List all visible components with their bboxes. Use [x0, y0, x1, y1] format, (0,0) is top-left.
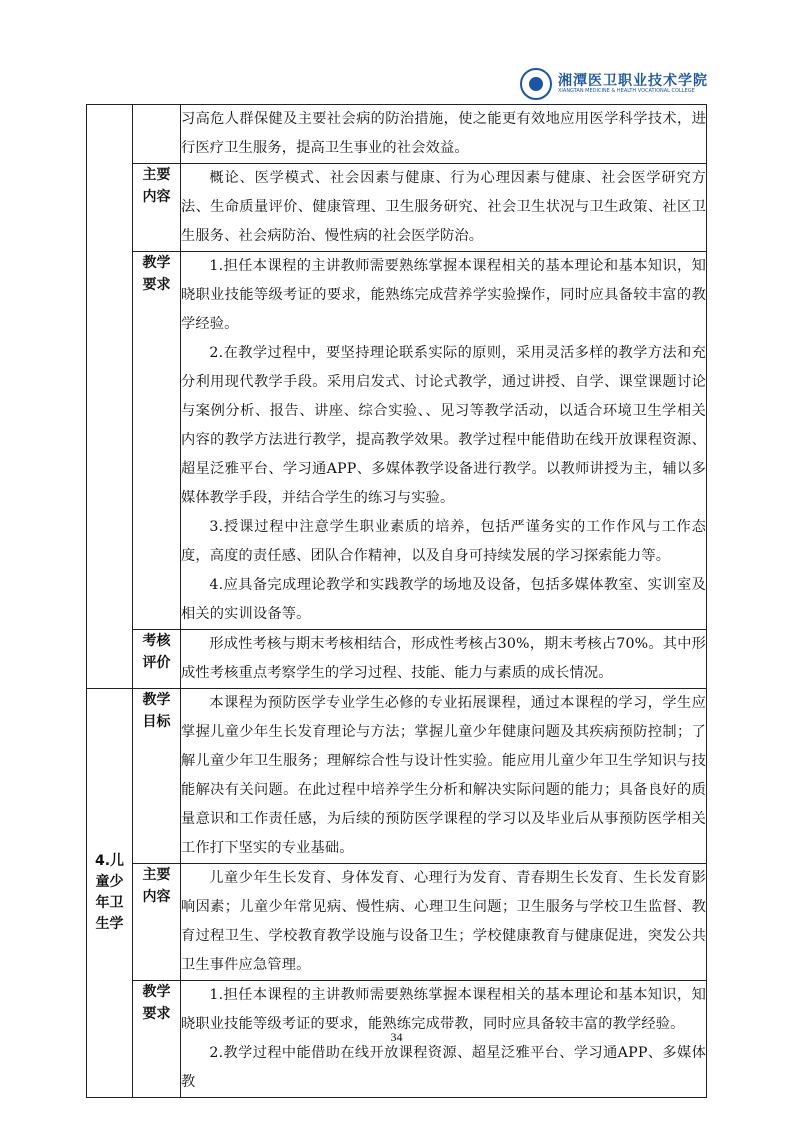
content-paragraph: 1.担任本课程的主讲教师需要熟练掌握本课程相关的基本理论和基本知识，知晓职业技能等级考证的要求，能熟练完成营养学实验操作，同时应具备较丰富的教学经验。	[181, 258, 706, 332]
row-label-cell	[133, 689, 181, 864]
content-paragraph: 4.应具备完成理论教学和实践教学的场地及设备，包括多媒体教室、实训室及相关的实训设备等。	[181, 577, 706, 622]
row-label: 教学目标	[142, 692, 171, 730]
table-row	[87, 630, 707, 689]
table-row	[87, 105, 707, 164]
page-number: 34	[390, 1030, 403, 1044]
row-content-cell	[181, 864, 707, 981]
row-label: 教学要求	[142, 255, 171, 293]
row-content-cell	[181, 164, 707, 252]
content-paragraph: 3.授课过程中注意学生职业素质的培养，包括严谨务实的工作作风与工作态度，高度的责任感、团队合作精神，以及自身可持续发展的学习探索能力等。	[181, 519, 706, 564]
row-content-cell	[181, 252, 707, 630]
row-label: 主要内容	[142, 867, 171, 905]
course-name-cell-empty	[87, 105, 133, 689]
table-row	[87, 164, 707, 252]
content-paragraph: 形成性考核与期末考核相结合，形成性考核占30%，期末考核占70%。其中形成性考核重点考察学生的学习过程、技能、能力与素质的成长情况。	[181, 636, 706, 681]
row-label-cell	[133, 252, 181, 630]
content-paragraph: 儿童少年生长发育、身体发育、心理行为发育、青春期生长发育、生长发育影响因素；儿童少年常见病、慢性病、心理卫生问题；卫生服务与学校卫生监督、教育过程卫生、学校教育教学设施与设备卫生；学校健康教育与健康促进，突发公共卫生事件应急管理。	[181, 870, 706, 973]
table-row	[87, 689, 707, 864]
row-label-cell	[133, 164, 181, 252]
row-label: 考核评价	[142, 633, 171, 671]
content-paragraph: 2.在教学过程中，要坚持理论联系实际的原则，采用灵活多样的教学方法和充分利用现代教学手段。采用启发式、讨论式教学，通过讲授、自学、课堂课题讨论与案例分析、报告、讲座、综合实验、、见习等教学活动，以适合环境卫生学相关内容的教学方法进行教学，提高教学效果。教学过程中能借助在线开放课程资源、超星泛雅平台、学习通APP、多媒体教学设备进行教学。以教师讲授为主，辅以多媒体教学手段，并结合学生的练习与实验。	[181, 345, 706, 506]
table-row	[87, 864, 707, 981]
row-label: 主要内容	[142, 167, 171, 205]
course-name: 4.儿童少年卫生学	[94, 853, 125, 932]
row-content-cell	[181, 689, 707, 864]
table-row	[87, 252, 707, 630]
content-paragraph: 2.教学过程中能借助在线开放课程资源、超星泛雅平台、学习通APP、多媒体教	[181, 1045, 706, 1090]
row-content-cell	[181, 630, 707, 689]
college-logo	[520, 68, 720, 104]
row-label-cell	[133, 864, 181, 981]
college-emblem-icon	[520, 68, 552, 100]
row-content-cell	[181, 105, 707, 164]
logo-en-text: XIANGTAN MEDICINE & HEALTH VOCATIONAL COLLEGE	[558, 88, 695, 94]
row-label: 教学要求	[142, 984, 171, 1022]
logo-cn-text: 湘潭医卫职业技术学院	[558, 73, 708, 89]
row-label-cell	[133, 630, 181, 689]
course-table	[86, 104, 707, 1098]
content-paragraph: 1.担任本课程的主讲教师需要熟练掌握本课程相关的基本理论和基本知识，知晓职业技能等级考证的要求，能熟练完成带教，同时应具备较丰富的教学经验。	[181, 987, 706, 1032]
content-paragraph: 习高危人群保健及主要社会病的防治措施，使之能更有效地应用医学科学技术，进行医疗卫生服务，提高卫生事业的社会效益。	[181, 111, 706, 156]
content-paragraph: 概论、医学模式、社会因素与健康、行为心理因素与健康、社会医学研究方法、生命质量评价、健康管理、卫生服务研究、社会卫生状况与卫生政策、社区卫生服务、社会病防治、慢性病的社会医学防治。	[181, 170, 706, 244]
content-paragraph: 本课程为预防医学专业学生必修的专业拓展课程，通过本课程的学习，学生应掌握儿童少年生长发育理论与方法；掌握儿童少年健康问题及其疾病预防控制；了解儿童少年卫生服务；理解综合性与设计性实验。能应用儿童少年卫生学知识与技能解决有关问题。在此过程中培养学生分析和解决实际问题的能力；具备良好的质量意识和工作责任感，为后续的预防医学课程的学习以及毕业后从事预防医学相关工作打下坚实的专业基础。	[181, 695, 706, 856]
row-label-cell	[133, 105, 181, 164]
